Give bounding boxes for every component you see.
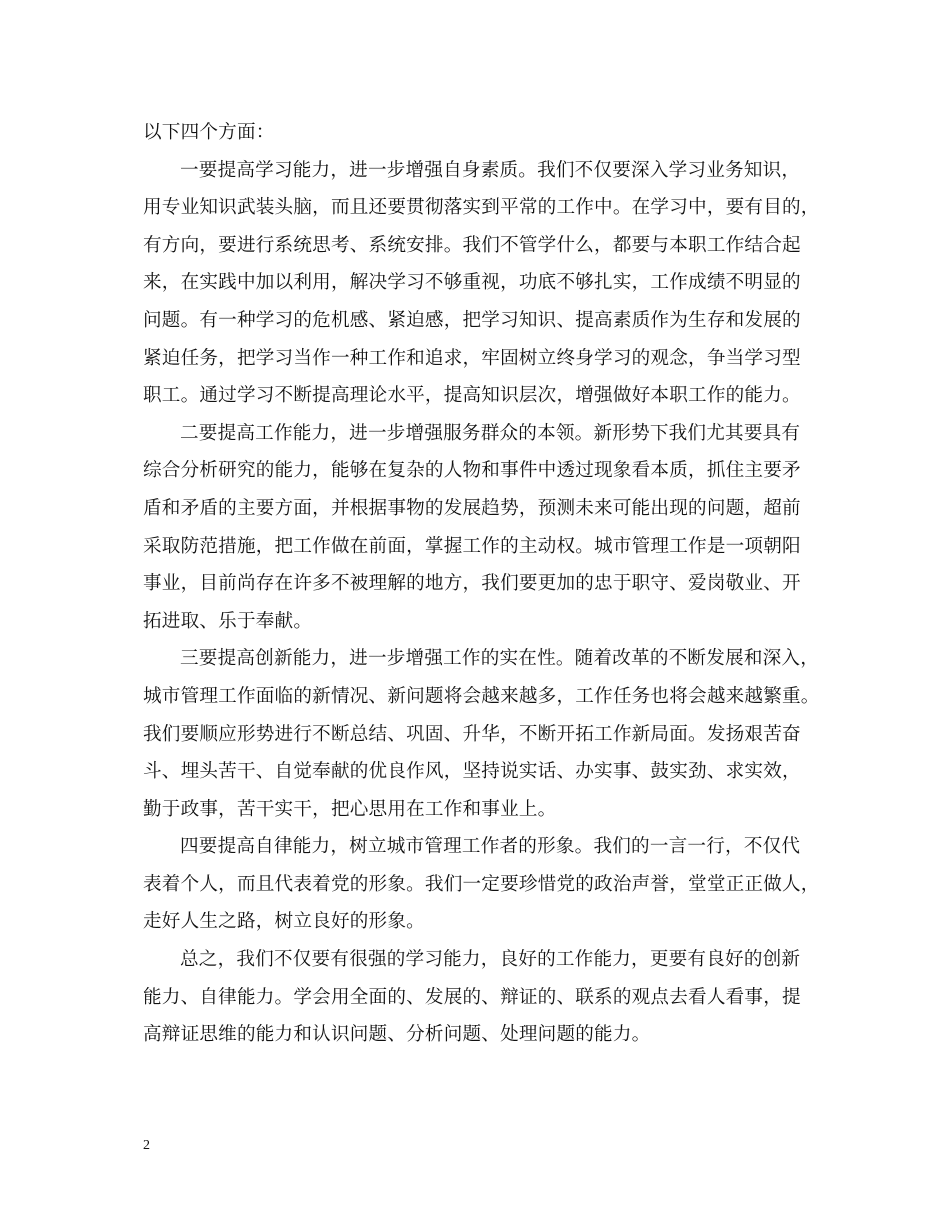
text-line: 问题。有一种学习的危机感、紧迫感，把学习知识、提高素质作为生存和发展的 bbox=[143, 309, 801, 331]
text-line: 走好人生之路，树立良好的形象。 bbox=[143, 911, 425, 933]
text-line: 采取防范措施，把工作做在前面，掌握工作的主动权。城市管理工作是一项朝阳 bbox=[143, 535, 801, 557]
text-line: 以下四个方面： bbox=[143, 122, 275, 143]
paragraph-3-first-line: 三要提高创新能力，进一步增强工作的实在性。随着改革的不断发展和深入， bbox=[180, 648, 819, 670]
paragraph-1-first-line: 一要提高学习能力，进一步增强自身素质。我们不仅要深入学习业务知识， bbox=[180, 159, 801, 181]
text-line: 紧迫任务，把学习当作一种工作和追求，牢固树立终身学习的观念，争当学习型 bbox=[143, 347, 801, 369]
text-line: 城市管理工作面临的新情况、新问题将会越来越多，工作任务也将会越来越繁重。 bbox=[143, 685, 820, 707]
text-line: 综合分析研究的能力，能够在复杂的人物和事件中透过现象看本质，抓住主要矛 bbox=[143, 460, 801, 482]
text-line: 来，在实践中加以利用，解决学习不够重视，功底不够扎实，工作成绩不明显的 bbox=[143, 272, 801, 294]
paragraph-2-first-line: 二要提高工作能力，进一步增强服务群众的本领。新形势下我们尤其要具有 bbox=[180, 422, 801, 444]
text-line: 勤于政事，苦干实干，把心思用在工作和事业上。 bbox=[143, 798, 557, 820]
body-text bbox=[143, 114, 823, 1054]
text-line: 有方向，要进行系统思考、系统安排。我们不管学什么，都要与本职工作结合起 bbox=[143, 234, 801, 256]
page-number: 2 bbox=[143, 1138, 150, 1153]
paragraph-4-first-line: 四要提高自律能力，树立城市管理工作者的形象。我们的一言一行，不仅代 bbox=[180, 836, 801, 858]
text-line: 高辩证思维的能力和认识问题、分析问题、处理问题的能力。 bbox=[143, 1024, 651, 1046]
text-line: 拓进取、乐于奉献。 bbox=[143, 610, 313, 632]
text-line: 事业，目前尚存在许多不被理解的地方，我们要更加的忠于职守、爱岗敬业、开 bbox=[143, 573, 801, 595]
text-line: 表着个人，而且代表着党的形象。我们一定要珍惜党的政治声誉，堂堂正正做人， bbox=[143, 873, 820, 895]
text-line: 职工。通过学习不断提高理论水平，提高知识层次，增强做好本职工作的能力。 bbox=[143, 385, 801, 407]
text-line: 能力、自律能力。学会用全面的、发展的、辩证的、联系的观点去看人看事，提 bbox=[143, 986, 801, 1008]
paragraph-5-first-line: 总之，我们不仅要有很强的学习能力，良好的工作能力，更要有良好的创新 bbox=[180, 949, 801, 971]
text-line: 盾和矛盾的主要方面，并根据事物的发展趋势，预测未来可能出现的问题，超前 bbox=[143, 497, 801, 519]
text-line: 我们要顺应形势进行不断总结、巩固、升华，不断开拓工作新局面。发扬艰苦奋 bbox=[143, 723, 801, 745]
text-line: 用专业知识武装头脑，而且还要贯彻落实到平常的工作中。在学习中，要有目的， bbox=[143, 197, 820, 219]
text-line: 斗、埋头苦干、自觉奉献的优良作风，坚持说实话、办实事、鼓实劲、求实效， bbox=[143, 761, 801, 783]
